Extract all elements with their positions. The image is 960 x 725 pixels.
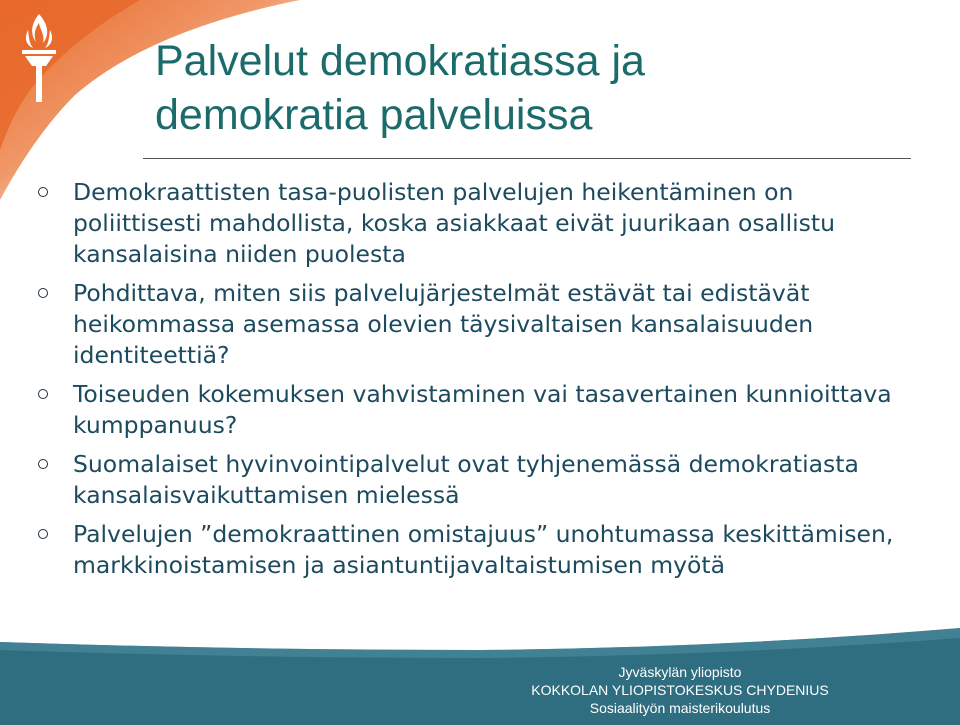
hollow-circle-bullet-icon: [38, 389, 48, 399]
bullet-text: Palvelujen ”demokraattinen omistajuus” unohtumassa keskittämisen, markkinoistamisen ja asiantuntijavaltaistumisen myötä: [73, 520, 894, 579]
hollow-circle-bullet-icon: [38, 288, 48, 298]
hollow-circle-bullet-icon: [38, 187, 48, 197]
bullet-item: [0, 278, 900, 371]
hollow-circle-bullet-icon: [38, 529, 48, 539]
slide-title: [155, 34, 645, 142]
bullet-text: Pohdittava, miten siis palvelujärjestelmät estävät tai edistävät heikommassa asemassa olevien täysivaltaisen kansalaisuuden identiteettiä?: [73, 279, 814, 369]
bullet-text: Demokraattisten tasa-puolisten palvelujen heikentäminen on poliittisesti mahdollista, koska asiakkaat eivät juurikaan osallistu kansalaisina niiden puolesta: [73, 178, 835, 268]
torch-logo-icon: [16, 10, 62, 106]
title-line-1: Palvelut demokratiassa ja: [155, 37, 645, 85]
footer-organization: [490, 663, 870, 717]
title-line-2: demokratia palveluissa: [155, 91, 593, 139]
bullet-text: Suomalaiset hyvinvointipalvelut ovat tyhjenemässä demokratiasta kansalaisvaikuttamisen mielessä: [73, 450, 859, 509]
bullet-item: [0, 519, 900, 581]
bullet-item: [0, 449, 900, 511]
bullet-text: Toiseuden kokemuksen vahvistaminen vai tasavertainen kunnioittava kumppanuus?: [73, 380, 892, 439]
bullet-item: [0, 379, 900, 441]
footer-program: Sosiaalityön maisterikoulutus: [589, 700, 771, 716]
footer-center: KOKKOLAN YLIOPISTOKESKUS CHYDENIUS: [531, 682, 829, 698]
footer-university: Jyväskylän yliopisto: [618, 664, 742, 680]
title-divider: [143, 158, 911, 159]
hollow-circle-bullet-icon: [38, 459, 48, 469]
bullet-item: [0, 177, 900, 270]
bullet-list: [0, 177, 900, 589]
